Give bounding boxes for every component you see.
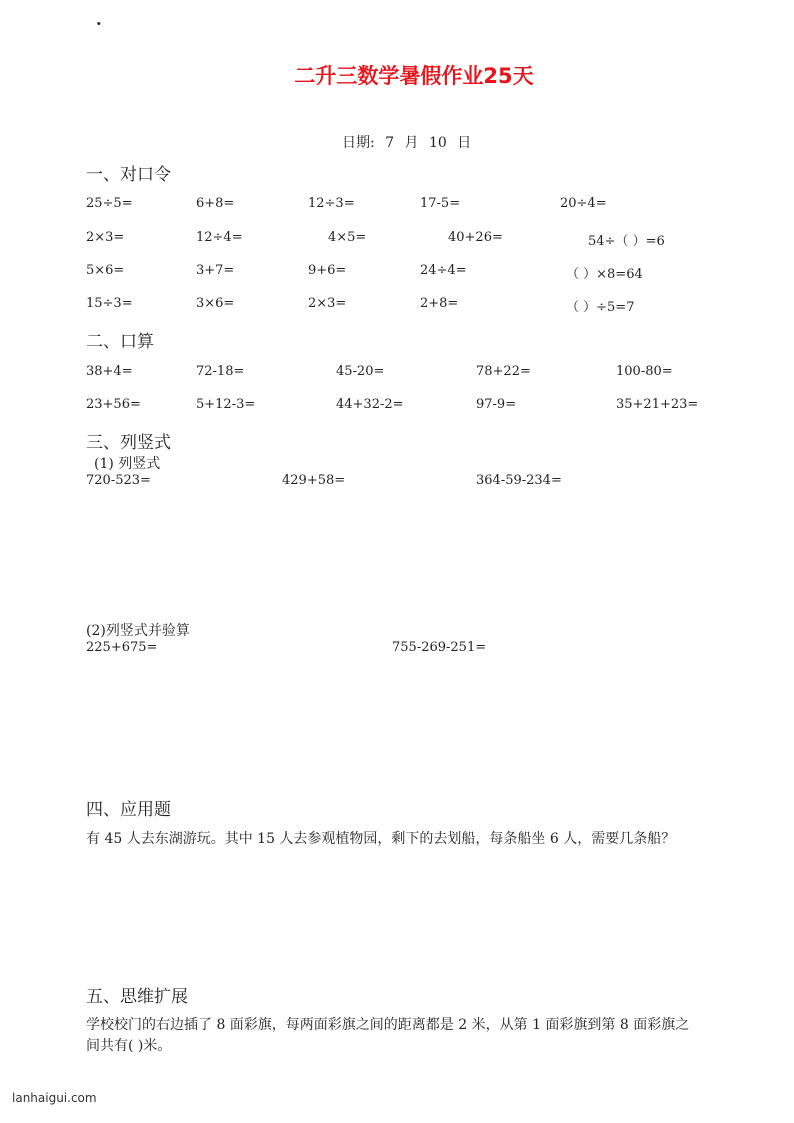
vertical-item: 720-523=	[86, 473, 151, 488]
section-2-heading: 二、口算	[86, 332, 154, 352]
oral-item: 54÷（ ）=6	[588, 234, 665, 249]
oral-item: 12÷4=	[196, 230, 243, 245]
vertical-item: 429+58=	[282, 473, 346, 488]
section-5-heading: 五、思维扩展	[86, 987, 188, 1007]
oral-item: 3+7=	[196, 263, 235, 278]
thinking-problem-line-2: 间共有( )米。	[86, 1038, 172, 1054]
vertical-item: 364-59-234=	[476, 473, 562, 488]
oral-item: 17-5=	[420, 196, 461, 211]
oral-item: 12÷3=	[308, 196, 355, 211]
oral-item: 2×3=	[308, 296, 347, 311]
part-2-label: (2)列竖式并验算	[86, 623, 190, 639]
oral-item: 40+26=	[448, 230, 503, 245]
mental-item: 35+21+23=	[616, 397, 699, 412]
mental-item: 5+12-3=	[196, 397, 256, 412]
oral-item: （ ）×8=64	[566, 267, 643, 282]
part-1-label: (1) 列竖式	[94, 456, 161, 472]
oral-item: 2+8=	[420, 296, 459, 311]
word-problem: 有 45 人去东湖游玩。其中 15 人去参观植物园，剩下的去划船，每条船坐 6 人，需要几条船？	[86, 831, 676, 847]
page-title: 二升三数学暑假作业25天	[294, 64, 534, 88]
oral-item: 3×6=	[196, 296, 235, 311]
mental-item: 45-20=	[336, 364, 385, 379]
mental-item: 44+32-2=	[336, 397, 404, 412]
section-3-heading: 三、列竖式	[86, 433, 171, 453]
mental-item: 23+56=	[86, 397, 141, 412]
mental-item: 78+22=	[476, 364, 531, 379]
section-1-heading: 一、对口令	[86, 165, 171, 185]
watermark: lanhaigui.com	[12, 1091, 97, 1105]
oral-item: 9+6=	[308, 263, 347, 278]
vertical-check-item: 225+675=	[86, 640, 158, 655]
oral-item: 6+8=	[196, 196, 235, 211]
section-4-heading: 四、应用题	[86, 800, 171, 820]
oral-item: 24÷4=	[420, 263, 467, 278]
mental-item: 100-80=	[616, 364, 673, 379]
oral-item: （ ）÷5=7	[566, 300, 635, 315]
oral-item: 4×5=	[328, 230, 367, 245]
header-bullet: .	[96, 10, 102, 29]
mental-item: 97-9=	[476, 397, 517, 412]
oral-item: 15÷3=	[86, 296, 133, 311]
oral-item: 25÷5=	[86, 196, 133, 211]
date-line: 日期: 7 月 10 日	[342, 135, 472, 151]
oral-item: 20÷4=	[560, 196, 607, 211]
mental-item: 72-18=	[196, 364, 245, 379]
thinking-problem-line-1: 学校校门的右边插了 8 面彩旗，每两面彩旗之间的距离都是 2 米，从第 1 面彩旗到第 8 面彩旗之	[86, 1017, 690, 1033]
vertical-check-item: 755-269-251=	[392, 640, 487, 655]
mental-item: 38+4=	[86, 364, 133, 379]
oral-item: 5×6=	[86, 263, 125, 278]
oral-item: 2×3=	[86, 230, 125, 245]
